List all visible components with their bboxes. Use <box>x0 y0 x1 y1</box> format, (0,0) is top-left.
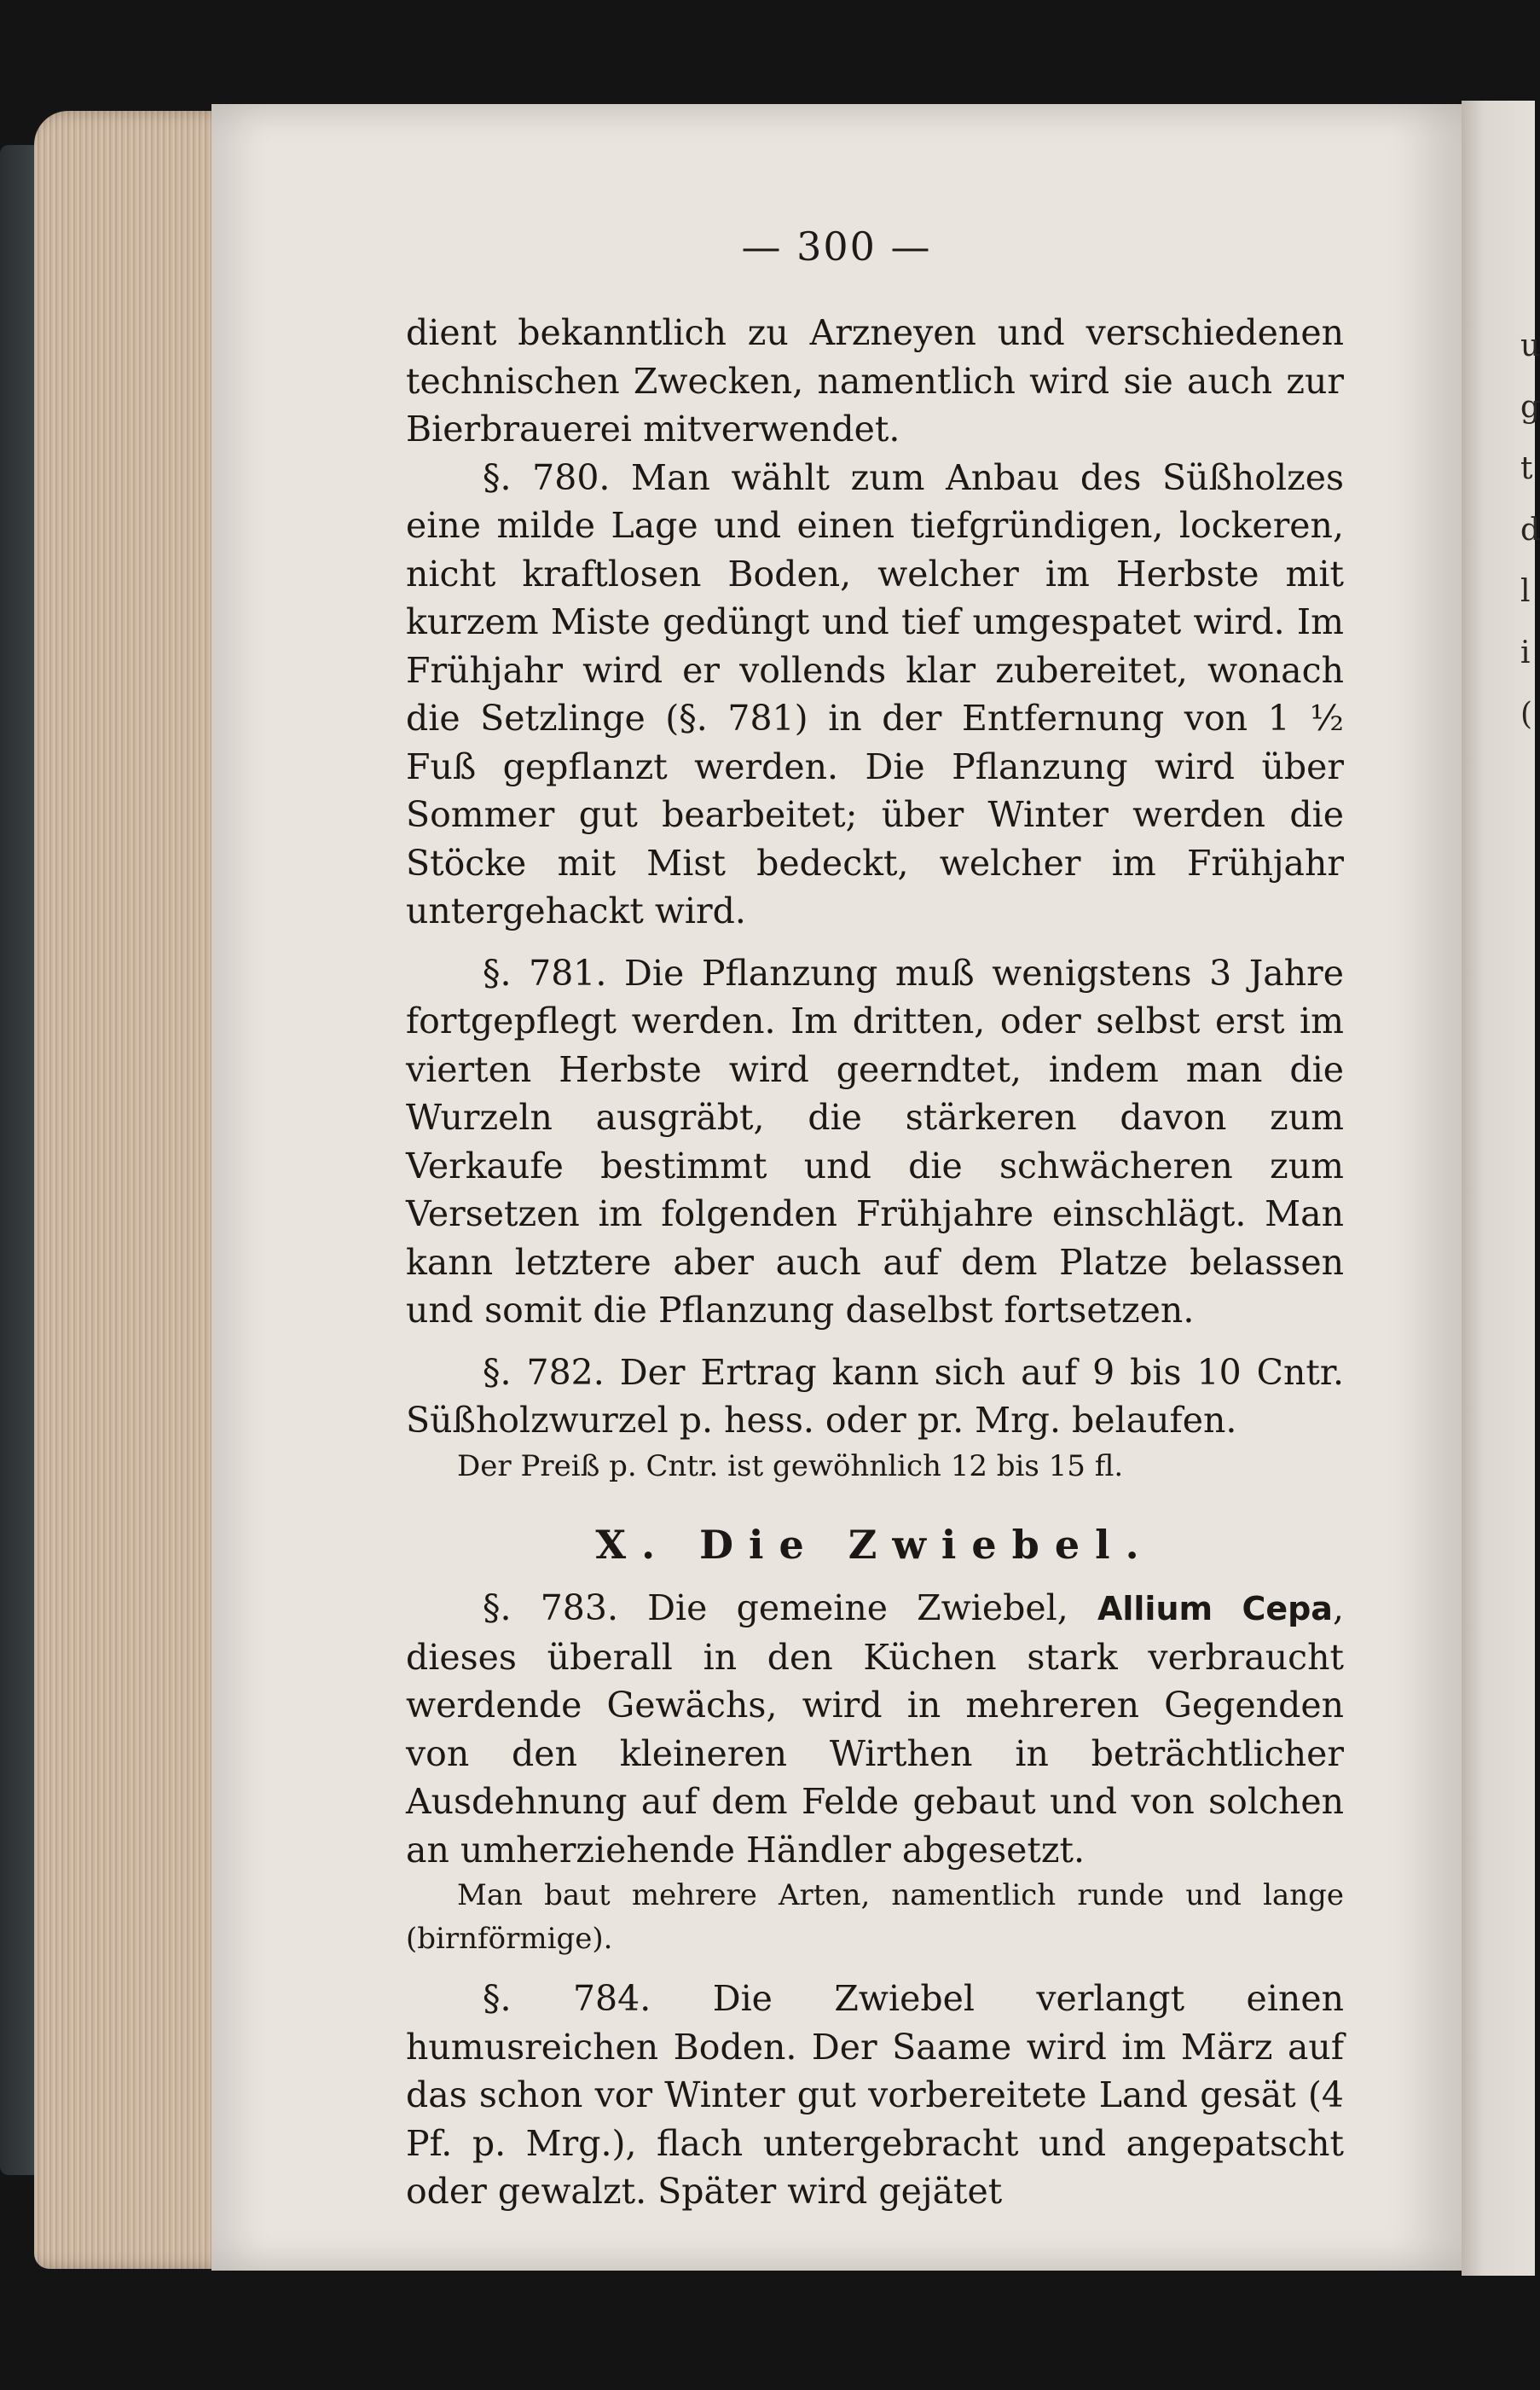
next-letter: t <box>1520 451 1533 486</box>
next-letter: g <box>1520 390 1540 425</box>
section-heading: X. Die Zwiebel. <box>595 1521 1155 1568</box>
note-783: Man baut mehrere Arten, namentlich runde und lange (birnförmige). <box>406 1878 1344 1956</box>
next-letter: i <box>1520 635 1531 670</box>
next-letter: ( <box>1520 697 1533 732</box>
paragraph-780: §. 780. Man wählt zum Anbau des Süßholzes eine milde Lage und einen tiefgründigen, lockeren, nicht kraftlosen Boden, welcher im Herbste mit kurzem Miste gedüngt und tief umgespatet wird. Im Frühjahr wird er vollends klar zubereitet, wonach die Setzlinge (§. 781) in der Entfernung von 1 ½ Fuß gepflanzt werden. Die Pflanzung wird über Sommer gut bearbeitet; über Winter werden die Stöcke mit Mist bedeckt, welcher im Frühjahr untergehackt wird. <box>406 456 1344 931</box>
paragraph-781: §. 781. Die Pflanzung muß wenigstens 3 Jahre fortgepflegt werden. Im dritten, oder selbst erst im vierten Herbste wird geerndtet, indem man die Wurzeln ausgräbt, die stärkeren davon zum Verkaufe bestimmt und die schwächeren zum Versetzen im folgenden Frühjahre einschlägt. Man kann letztere aber auch auf dem Platze belassen und somit die Pflanzung daselbst fortsetzen. <box>406 952 1344 1331</box>
page-number: — 300 — <box>741 223 932 270</box>
next-letter: d <box>1520 513 1540 548</box>
paragraph-782: §. 782. Der Ertrag kann sich auf 9 bis 10 Cntr. Süßholzwurzel p. hess. oder pr. Mrg. belaufen. <box>406 1351 1344 1441</box>
page-edges <box>34 111 230 2269</box>
paragraph-783 <box>406 1584 1344 1874</box>
next-letter: u <box>1520 328 1540 363</box>
latin-name: Allium Cepa <box>1097 1590 1333 1627</box>
paragraph-continuation: dient bekanntlich zu Arzneyen und verschiedenen technischen Zwecken, namentlich wird sie auch zur Bierbrauerei mitverwendet. <box>406 312 1344 450</box>
paragraph-784: §. 784. Die Zwiebel verlangt einen humusreichen Boden. Der Saame wird im März auf das schon vor Winter gut vorbereitete Land gesät (4 Pf. p. Mrg.), flach untergebracht und angepatscht oder gewalzt. Später wird gejätet <box>406 1978 1344 2212</box>
next-letter: l <box>1520 574 1531 609</box>
note-782: Der Preiß p. Cntr. ist gewöhnlich 12 bis 15 fl. <box>457 1448 1124 1483</box>
paragraph-783-rest: , dieses überall in den Küchen stark verbraucht werdende Gewächs, wird in mehreren Gegenden von den kleineren Wirthen in beträchtlicher Ausdehnung auf dem Felde gebaut und von solchen an umherziehende Händler abgesetzt. <box>406 1587 1344 1871</box>
paragraph-783-start: §. 783. Die gemeine Zwiebel, <box>483 1587 1097 1628</box>
page-text <box>406 309 1344 2216</box>
next-page-letters <box>1520 316 1540 745</box>
